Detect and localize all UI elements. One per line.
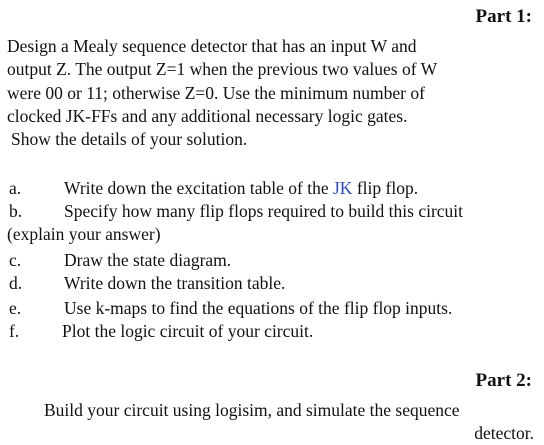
intro-line-4: clocked JK-FFs and any additional necessary logic gates. (7, 106, 408, 126)
intro-line-1: Design a Mealy sequence detector that has an input W and (7, 36, 417, 56)
item-c-text: Draw the state diagram. (64, 250, 232, 270)
item-e-text: Use k-maps to find the equations of the flip flop inputs. (64, 298, 453, 318)
item-a-text-after: flip flop. (352, 178, 419, 198)
item-f-text: Plot the logic circuit of your circuit. (62, 321, 314, 341)
intro-line-5: Show the details of your solution. (11, 129, 248, 149)
part2-line-1: Build your circuit using logisim, and simulate the sequence (44, 400, 460, 420)
part1-heading: Part 1: (475, 6, 532, 27)
intro-line-2: output Z. The output Z=1 when the previous two values of W (7, 59, 438, 79)
item-d-marker: d. (9, 273, 23, 293)
item-a-text (64, 177, 418, 199)
item-e-marker: e. (9, 298, 22, 318)
item-b-marker: b. (9, 201, 23, 221)
part2-heading: Part 2: (475, 370, 532, 391)
jk-highlight: JK (333, 178, 353, 198)
item-d-text: Write down the transition table. (64, 273, 286, 293)
item-a-text-before: Write down the excitation table of the (64, 178, 333, 198)
intro-line-3: were 00 or 11; otherwise Z=0. Use the minimum number of (7, 83, 425, 103)
item-a-marker: a. (9, 178, 22, 198)
item-f-marker: f. (9, 321, 20, 341)
item-c-marker: c. (9, 250, 22, 270)
item-b-continuation: (explain your answer) (7, 224, 161, 244)
part2-line-2: detector. (474, 423, 534, 443)
item-b-text: Specify how many flip flops required to build this circuit (64, 201, 464, 221)
